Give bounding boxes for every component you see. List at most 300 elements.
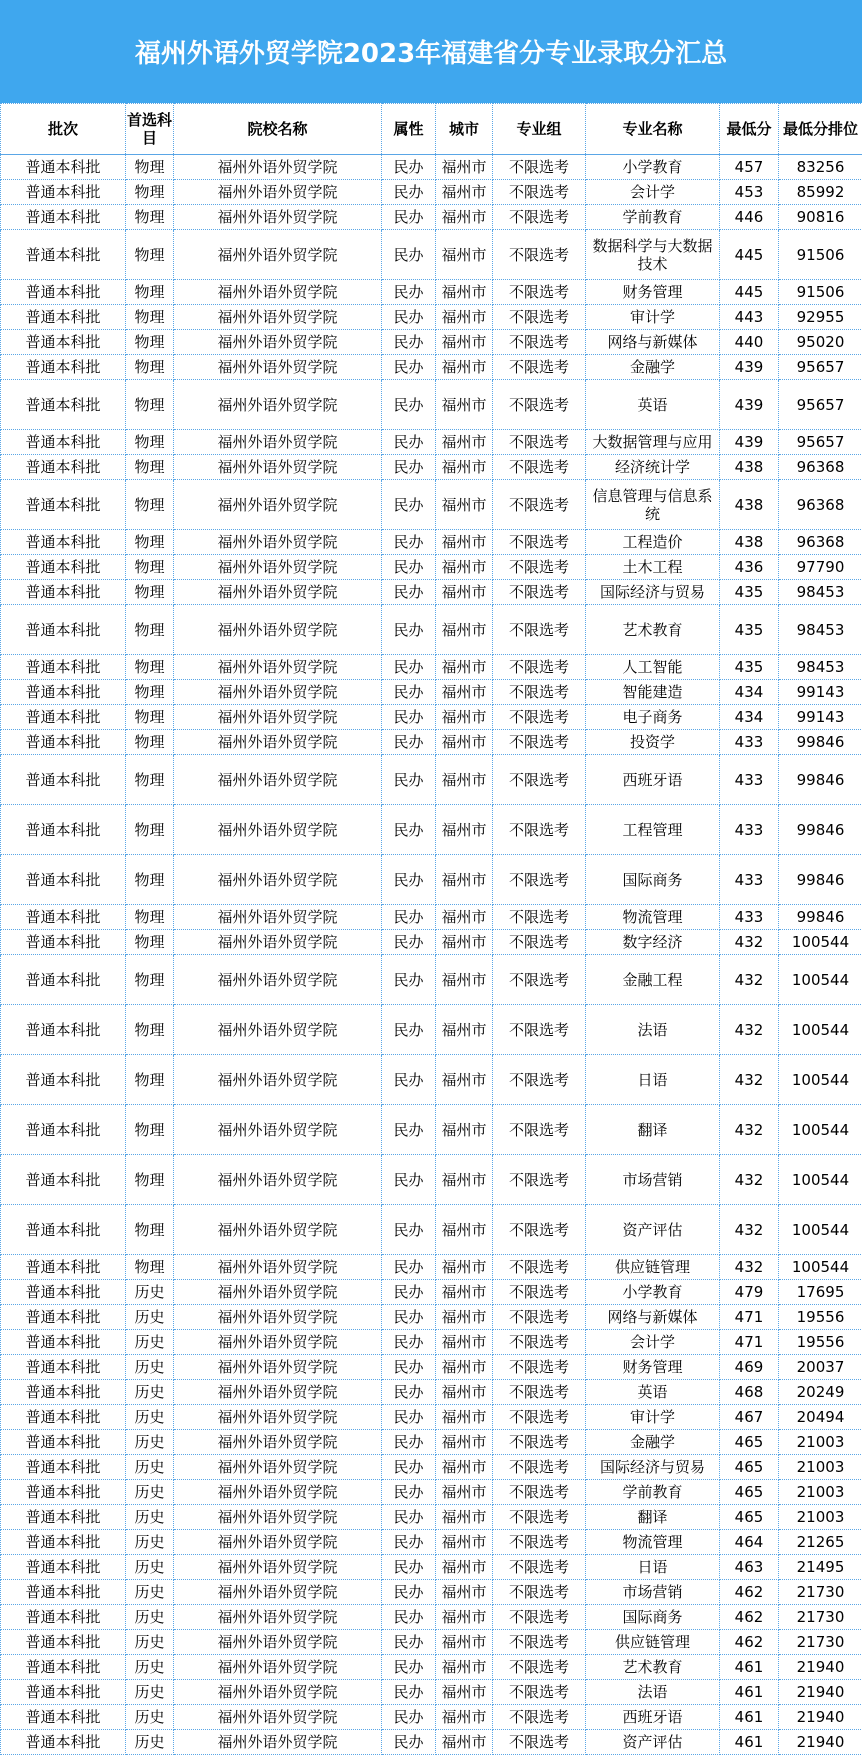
batch-cell: 普通本科批	[1, 1455, 126, 1480]
major-cell: 市场营销	[586, 1580, 720, 1605]
min-rank-cell: 21730	[779, 1580, 862, 1605]
school-cell: 福州外语外贸学院	[174, 680, 382, 705]
type-cell: 民办	[382, 730, 436, 755]
subject-cell: 历史	[126, 1730, 174, 1755]
group-cell: 不限选考	[493, 1605, 586, 1630]
min-score-cell: 461	[720, 1705, 779, 1730]
school-cell: 福州外语外贸学院	[174, 705, 382, 730]
table-row	[1, 1155, 862, 1205]
table-row	[1, 580, 862, 605]
min-score-cell: 439	[720, 355, 779, 380]
type-cell: 民办	[382, 1405, 436, 1430]
min-rank-cell: 21940	[779, 1655, 862, 1680]
major-cell: 人工智能	[586, 655, 720, 680]
major-cell: 艺术教育	[586, 605, 720, 655]
min-rank-cell: 96368	[779, 455, 862, 480]
subject-cell: 物理	[126, 680, 174, 705]
subject-cell: 历史	[126, 1355, 174, 1380]
type-cell: 民办	[382, 755, 436, 805]
table-row	[1, 1330, 862, 1355]
major-cell: 金融学	[586, 355, 720, 380]
batch-cell: 普通本科批	[1, 1530, 126, 1555]
school-cell: 福州外语外贸学院	[174, 1605, 382, 1630]
school-cell: 福州外语外贸学院	[174, 580, 382, 605]
batch-cell: 普通本科批	[1, 1055, 126, 1105]
min-rank-cell: 98453	[779, 580, 862, 605]
min-rank-cell: 21940	[779, 1680, 862, 1705]
type-cell: 民办	[382, 380, 436, 430]
min-rank-cell: 100544	[779, 955, 862, 1005]
group-cell: 不限选考	[493, 1255, 586, 1280]
min-score-cell: 471	[720, 1305, 779, 1330]
subject-cell: 物理	[126, 330, 174, 355]
table-row	[1, 1730, 862, 1755]
min-score-cell: 462	[720, 1605, 779, 1630]
group-cell: 不限选考	[493, 1055, 586, 1105]
city-cell: 福州市	[436, 1305, 493, 1330]
batch-cell: 普通本科批	[1, 655, 126, 680]
group-cell: 不限选考	[493, 205, 586, 230]
school-cell: 福州外语外贸学院	[174, 1355, 382, 1380]
min-rank-cell: 99846	[779, 805, 862, 855]
group-cell: 不限选考	[493, 455, 586, 480]
group-cell: 不限选考	[493, 1705, 586, 1730]
min-rank-cell: 98453	[779, 655, 862, 680]
city-cell: 福州市	[436, 455, 493, 480]
table-row	[1, 805, 862, 855]
group-cell: 不限选考	[493, 930, 586, 955]
type-cell: 民办	[382, 805, 436, 855]
major-cell: 审计学	[586, 1405, 720, 1430]
batch-cell: 普通本科批	[1, 1480, 126, 1505]
min-rank-cell: 19556	[779, 1305, 862, 1330]
group-cell: 不限选考	[493, 805, 586, 855]
group-cell: 不限选考	[493, 605, 586, 655]
min-score-cell: 463	[720, 1555, 779, 1580]
city-cell: 福州市	[436, 855, 493, 905]
school-cell: 福州外语外贸学院	[174, 180, 382, 205]
table-row	[1, 1355, 862, 1380]
school-cell: 福州外语外贸学院	[174, 430, 382, 455]
major-cell: 物流管理	[586, 905, 720, 930]
type-cell: 民办	[382, 1705, 436, 1730]
type-cell: 民办	[382, 1105, 436, 1155]
school-cell: 福州外语外贸学院	[174, 1655, 382, 1680]
min-score-cell: 434	[720, 680, 779, 705]
min-score-cell: 432	[720, 1055, 779, 1105]
school-cell: 福州外语外贸学院	[174, 1480, 382, 1505]
batch-cell: 普通本科批	[1, 180, 126, 205]
type-cell: 民办	[382, 1205, 436, 1255]
table-row	[1, 1630, 862, 1655]
school-cell: 福州外语外贸学院	[174, 730, 382, 755]
min-score-cell: 432	[720, 955, 779, 1005]
min-score-cell: 438	[720, 530, 779, 555]
table-row	[1, 180, 862, 205]
table-row	[1, 905, 862, 930]
major-cell: 国际经济与贸易	[586, 580, 720, 605]
min-rank-cell: 90816	[779, 205, 862, 230]
group-cell: 不限选考	[493, 705, 586, 730]
city-cell: 福州市	[436, 530, 493, 555]
batch-cell: 普通本科批	[1, 1405, 126, 1430]
school-cell: 福州外语外贸学院	[174, 555, 382, 580]
table-row	[1, 755, 862, 805]
school-cell: 福州外语外贸学院	[174, 1280, 382, 1305]
city-cell: 福州市	[436, 555, 493, 580]
school-cell: 福州外语外贸学院	[174, 905, 382, 930]
batch-cell: 普通本科批	[1, 1580, 126, 1605]
table-row	[1, 705, 862, 730]
min-rank-cell: 100544	[779, 1155, 862, 1205]
school-cell: 福州外语外贸学院	[174, 1105, 382, 1155]
group-cell: 不限选考	[493, 730, 586, 755]
type-cell: 民办	[382, 455, 436, 480]
school-cell: 福州外语外贸学院	[174, 1580, 382, 1605]
table-row	[1, 430, 862, 455]
min-rank-cell: 95020	[779, 330, 862, 355]
header-group: 专业组	[493, 104, 586, 155]
group-cell: 不限选考	[493, 1455, 586, 1480]
batch-cell: 普通本科批	[1, 805, 126, 855]
group-cell: 不限选考	[493, 330, 586, 355]
min-score-cell: 435	[720, 655, 779, 680]
table-row	[1, 1405, 862, 1430]
min-score-cell: 432	[720, 1105, 779, 1155]
type-cell: 民办	[382, 1505, 436, 1530]
subject-cell: 物理	[126, 755, 174, 805]
batch-cell: 普通本科批	[1, 455, 126, 480]
table-row	[1, 1680, 862, 1705]
batch-cell: 普通本科批	[1, 205, 126, 230]
city-cell: 福州市	[436, 355, 493, 380]
min-rank-cell: 21940	[779, 1705, 862, 1730]
table-row	[1, 330, 862, 355]
batch-cell: 普通本科批	[1, 230, 126, 280]
subject-cell: 历史	[126, 1505, 174, 1530]
subject-cell: 物理	[126, 730, 174, 755]
type-cell: 民办	[382, 1330, 436, 1355]
city-cell: 福州市	[436, 1105, 493, 1155]
batch-cell: 普通本科批	[1, 480, 126, 530]
city-cell: 福州市	[436, 1555, 493, 1580]
batch-cell: 普通本科批	[1, 605, 126, 655]
min-score-cell: 457	[720, 155, 779, 180]
school-cell: 福州外语外贸学院	[174, 605, 382, 655]
group-cell: 不限选考	[493, 955, 586, 1005]
min-rank-cell: 99846	[779, 755, 862, 805]
table-row	[1, 1480, 862, 1505]
subject-cell: 物理	[126, 905, 174, 930]
school-cell: 福州外语外贸学院	[174, 355, 382, 380]
header-min-rank: 最低分排位	[779, 104, 862, 155]
batch-cell: 普通本科批	[1, 705, 126, 730]
min-rank-cell: 100544	[779, 1255, 862, 1280]
batch-cell: 普通本科批	[1, 555, 126, 580]
min-score-cell: 436	[720, 555, 779, 580]
type-cell: 民办	[382, 1005, 436, 1055]
school-cell: 福州外语外贸学院	[174, 1005, 382, 1055]
city-cell: 福州市	[436, 1355, 493, 1380]
major-cell: 法语	[586, 1005, 720, 1055]
city-cell: 福州市	[436, 1205, 493, 1255]
type-cell: 民办	[382, 555, 436, 580]
table-row	[1, 1455, 862, 1480]
subject-cell: 历史	[126, 1655, 174, 1680]
table-row	[1, 955, 862, 1005]
subject-cell: 物理	[126, 380, 174, 430]
type-cell: 民办	[382, 1355, 436, 1380]
table-row	[1, 605, 862, 655]
group-cell: 不限选考	[493, 1405, 586, 1430]
major-cell: 国际商务	[586, 855, 720, 905]
min-score-cell: 439	[720, 380, 779, 430]
group-cell: 不限选考	[493, 1530, 586, 1555]
header-row	[1, 104, 862, 155]
table-row	[1, 555, 862, 580]
city-cell: 福州市	[436, 705, 493, 730]
batch-cell: 普通本科批	[1, 330, 126, 355]
school-cell: 福州外语外贸学院	[174, 1305, 382, 1330]
school-cell: 福州外语外贸学院	[174, 755, 382, 805]
school-cell: 福州外语外贸学院	[174, 1730, 382, 1755]
min-rank-cell: 92955	[779, 305, 862, 330]
city-cell: 福州市	[436, 580, 493, 605]
major-cell: 日语	[586, 1055, 720, 1105]
min-score-cell: 432	[720, 1205, 779, 1255]
min-rank-cell: 100544	[779, 1205, 862, 1255]
major-cell: 大数据管理与应用	[586, 430, 720, 455]
table-row	[1, 1555, 862, 1580]
min-rank-cell: 95657	[779, 380, 862, 430]
min-score-cell: 445	[720, 280, 779, 305]
table-row	[1, 1005, 862, 1055]
subject-cell: 历史	[126, 1455, 174, 1480]
major-cell: 经济统计学	[586, 455, 720, 480]
type-cell: 民办	[382, 1605, 436, 1630]
city-cell: 福州市	[436, 605, 493, 655]
table-row	[1, 1705, 862, 1730]
min-rank-cell: 91506	[779, 230, 862, 280]
min-score-cell: 435	[720, 580, 779, 605]
table-row	[1, 455, 862, 480]
batch-cell: 普通本科批	[1, 1005, 126, 1055]
major-cell: 工程造价	[586, 530, 720, 555]
school-cell: 福州外语外贸学院	[174, 1705, 382, 1730]
city-cell: 福州市	[436, 930, 493, 955]
min-score-cell: 468	[720, 1380, 779, 1405]
school-cell: 福州外语外贸学院	[174, 655, 382, 680]
table-row	[1, 1605, 862, 1630]
major-cell: 数据科学与大数据技术	[586, 230, 720, 280]
type-cell: 民办	[382, 1730, 436, 1755]
min-rank-cell: 91506	[779, 280, 862, 305]
major-cell: 土木工程	[586, 555, 720, 580]
group-cell: 不限选考	[493, 1580, 586, 1605]
table-row	[1, 1380, 862, 1405]
subject-cell: 物理	[126, 205, 174, 230]
major-cell: 翻译	[586, 1505, 720, 1530]
major-cell: 市场营销	[586, 1155, 720, 1205]
subject-cell: 物理	[126, 1255, 174, 1280]
batch-cell: 普通本科批	[1, 1305, 126, 1330]
major-cell: 会计学	[586, 180, 720, 205]
group-cell: 不限选考	[493, 755, 586, 805]
school-cell: 福州外语外贸学院	[174, 380, 382, 430]
type-cell: 民办	[382, 680, 436, 705]
city-cell: 福州市	[436, 1630, 493, 1655]
table-row	[1, 280, 862, 305]
batch-cell: 普通本科批	[1, 530, 126, 555]
min-rank-cell: 21003	[779, 1480, 862, 1505]
subject-cell: 物理	[126, 1055, 174, 1105]
min-rank-cell: 95657	[779, 430, 862, 455]
table-row	[1, 1430, 862, 1455]
batch-cell: 普通本科批	[1, 1655, 126, 1680]
type-cell: 民办	[382, 480, 436, 530]
batch-cell: 普通本科批	[1, 380, 126, 430]
table-row	[1, 380, 862, 430]
subject-cell: 历史	[126, 1480, 174, 1505]
type-cell: 民办	[382, 230, 436, 280]
school-cell: 福州外语外贸学院	[174, 1505, 382, 1530]
min-score-cell: 433	[720, 855, 779, 905]
group-cell: 不限选考	[493, 1730, 586, 1755]
header-type: 属性	[382, 104, 436, 155]
table-row	[1, 1105, 862, 1155]
batch-cell: 普通本科批	[1, 430, 126, 455]
city-cell: 福州市	[436, 1155, 493, 1205]
subject-cell: 物理	[126, 155, 174, 180]
table-row	[1, 530, 862, 555]
min-rank-cell: 95657	[779, 355, 862, 380]
city-cell: 福州市	[436, 905, 493, 930]
min-rank-cell: 99846	[779, 730, 862, 755]
table-row	[1, 1530, 862, 1555]
header-subject: 首选科目	[126, 104, 174, 155]
subject-cell: 物理	[126, 530, 174, 555]
subject-cell: 物理	[126, 705, 174, 730]
min-rank-cell: 83256	[779, 155, 862, 180]
table-row	[1, 1055, 862, 1105]
header-batch: 批次	[1, 104, 126, 155]
school-cell: 福州外语外贸学院	[174, 1530, 382, 1555]
subject-cell: 物理	[126, 605, 174, 655]
batch-cell: 普通本科批	[1, 1380, 126, 1405]
min-rank-cell: 100544	[779, 1005, 862, 1055]
city-cell: 福州市	[436, 1255, 493, 1280]
subject-cell: 物理	[126, 280, 174, 305]
city-cell: 福州市	[436, 1505, 493, 1530]
city-cell: 福州市	[436, 680, 493, 705]
city-cell: 福州市	[436, 805, 493, 855]
major-cell: 小学教育	[586, 155, 720, 180]
type-cell: 民办	[382, 605, 436, 655]
city-cell: 福州市	[436, 430, 493, 455]
batch-cell: 普通本科批	[1, 1355, 126, 1380]
city-cell: 福州市	[436, 1605, 493, 1630]
subject-cell: 物理	[126, 355, 174, 380]
group-cell: 不限选考	[493, 555, 586, 580]
batch-cell: 普通本科批	[1, 1430, 126, 1455]
batch-cell: 普通本科批	[1, 1280, 126, 1305]
table-row	[1, 1280, 862, 1305]
min-rank-cell: 21495	[779, 1555, 862, 1580]
city-cell: 福州市	[436, 280, 493, 305]
type-cell: 民办	[382, 930, 436, 955]
type-cell: 民办	[382, 1380, 436, 1405]
min-rank-cell: 99143	[779, 705, 862, 730]
subject-cell: 历史	[126, 1630, 174, 1655]
major-cell: 西班牙语	[586, 755, 720, 805]
batch-cell: 普通本科批	[1, 1730, 126, 1755]
major-cell: 工程管理	[586, 805, 720, 855]
city-cell: 福州市	[436, 155, 493, 180]
city-cell: 福州市	[436, 1330, 493, 1355]
type-cell: 民办	[382, 655, 436, 680]
table-row	[1, 1505, 862, 1530]
school-cell: 福州外语外贸学院	[174, 280, 382, 305]
subject-cell: 物理	[126, 1105, 174, 1155]
min-score-cell: 446	[720, 205, 779, 230]
type-cell: 民办	[382, 1630, 436, 1655]
min-score-cell: 443	[720, 305, 779, 330]
group-cell: 不限选考	[493, 1680, 586, 1705]
min-score-cell: 434	[720, 705, 779, 730]
table-row	[1, 355, 862, 380]
min-score-cell: 471	[720, 1330, 779, 1355]
batch-cell: 普通本科批	[1, 680, 126, 705]
batch-cell: 普通本科批	[1, 355, 126, 380]
min-rank-cell: 99846	[779, 855, 862, 905]
city-cell: 福州市	[436, 305, 493, 330]
group-cell: 不限选考	[493, 1105, 586, 1155]
type-cell: 民办	[382, 205, 436, 230]
group-cell: 不限选考	[493, 180, 586, 205]
major-cell: 智能建造	[586, 680, 720, 705]
group-cell: 不限选考	[493, 1480, 586, 1505]
school-cell: 福州外语外贸学院	[174, 1555, 382, 1580]
city-cell: 福州市	[436, 755, 493, 805]
table-row	[1, 930, 862, 955]
group-cell: 不限选考	[493, 1630, 586, 1655]
batch-cell: 普通本科批	[1, 905, 126, 930]
subject-cell: 历史	[126, 1530, 174, 1555]
subject-cell: 物理	[126, 305, 174, 330]
type-cell: 民办	[382, 1280, 436, 1305]
table-row	[1, 855, 862, 905]
batch-cell: 普通本科批	[1, 155, 126, 180]
subject-cell: 物理	[126, 1205, 174, 1255]
group-cell: 不限选考	[493, 280, 586, 305]
batch-cell: 普通本科批	[1, 1555, 126, 1580]
major-cell: 投资学	[586, 730, 720, 755]
min-score-cell: 479	[720, 1280, 779, 1305]
group-cell: 不限选考	[493, 1380, 586, 1405]
city-cell: 福州市	[436, 955, 493, 1005]
school-cell: 福州外语外贸学院	[174, 930, 382, 955]
batch-cell: 普通本科批	[1, 930, 126, 955]
major-cell: 会计学	[586, 1330, 720, 1355]
subject-cell: 物理	[126, 455, 174, 480]
city-cell: 福州市	[436, 1705, 493, 1730]
type-cell: 民办	[382, 180, 436, 205]
header-school: 院校名称	[174, 104, 382, 155]
min-score-cell: 461	[720, 1680, 779, 1705]
min-rank-cell: 21730	[779, 1630, 862, 1655]
min-rank-cell: 21265	[779, 1530, 862, 1555]
min-score-cell: 461	[720, 1730, 779, 1755]
